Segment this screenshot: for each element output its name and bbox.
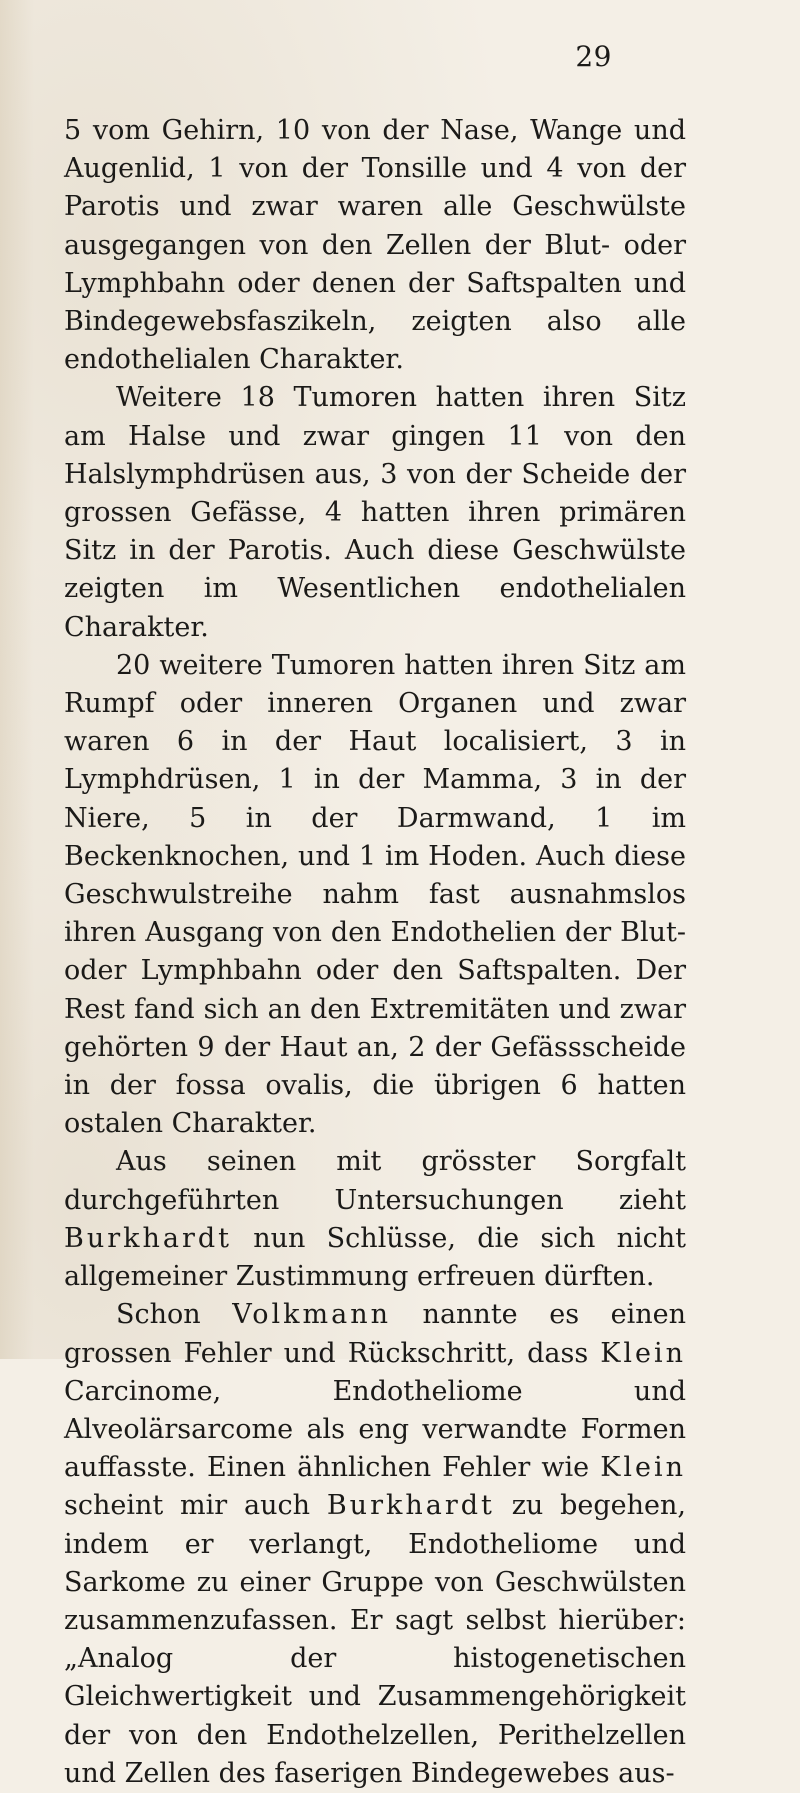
author-name: Klein [600, 1452, 686, 1484]
paragraph [64, 1143, 686, 1296]
body-text [64, 112, 686, 1793]
text-run: nannte es einen grossen Fehler und Rückschritt, dass [64, 1299, 687, 1369]
author-name: Klein [600, 1337, 686, 1369]
text-run: Carcinome, Endotheliome und Alveolärsarcome als eng verwandte Formen auffasste. Einen ähnlichen Fehler wie [64, 1375, 686, 1484]
paragraph [64, 647, 686, 1144]
text-run: scheint mir auch [64, 1490, 327, 1522]
paragraph [64, 1296, 686, 1793]
page-number: 29 [575, 40, 612, 73]
author-name: Burkhardt [64, 1222, 233, 1254]
text-run: 20 weitere Tumoren hatten ihren Sitz am Rumpf oder inneren Organen und zwar waren 6 in der Haut localisiert, 3 in Lymphdrüsen, 1 in der Mamma, 3 in der Niere, 5 in der Darmwand, 1 im Beckenknochen, und 1 im Hoden. Auch diese Geschwulstreihe nahm fast ausnahmslos ihren Ausgang von den Endothelien der Blut- oder Lymphbahn oder den Saftspalten. Der Rest fand sich an den Extremitäten und zwar gehörten 9 der Haut an, 2 der Gefässscheide in der fossa ovalis, die übrigen 6 hatten ostalen Charakter. [64, 649, 686, 1140]
text-run: zu begehen, indem er verlangt, Endotheliome und Sarkome zu einer Gruppe von Geschwülsten zusammenzufassen. Er sagt selbst hierüber: „Analog der histogenetischen Gleichwertigkeit und Zusammengehörigkeit der von den Endothelzellen, Perithelzellen und Zellen des faserigen Bindegewebes aus- [64, 1490, 686, 1789]
paragraph [64, 112, 686, 379]
text-run: Schon [116, 1299, 233, 1331]
text-run: Aus seinen mit grösster Sorgfalt durchgeführten Untersuchungen zieht [64, 1146, 686, 1216]
text-run: Weitere 18 Tumoren hatten ihren Sitz am Halse und zwar gingen 11 von den Halslymphdrüsen aus, 3 von der Scheide der grossen Gefässe, 4 hatten ihren primären Sitz in der Parotis. Auch diese Geschwülste zeigten im Wesentlichen endothelialen Charakter. [64, 382, 686, 643]
author-name: Burkhardt [326, 1490, 495, 1522]
author-name: Volkmann [232, 1299, 391, 1331]
text-run: nun Schlüsse, die sich nicht allgemeiner Zustimmung erfreuen dürften. [64, 1222, 686, 1293]
text-run: 5 vom Gehirn, 10 von der Nase, Wange und Augenlid, 1 von der Tonsille und 4 von der Parotis und zwar waren alle Geschwülste ausgegangen von den Zellen der Blut- oder Lymphbahn oder denen der Saftspalten und Bindegewebsfaszikeln, zeigten also alle endothelialen Charakter. [64, 115, 686, 376]
paragraph [64, 379, 686, 646]
